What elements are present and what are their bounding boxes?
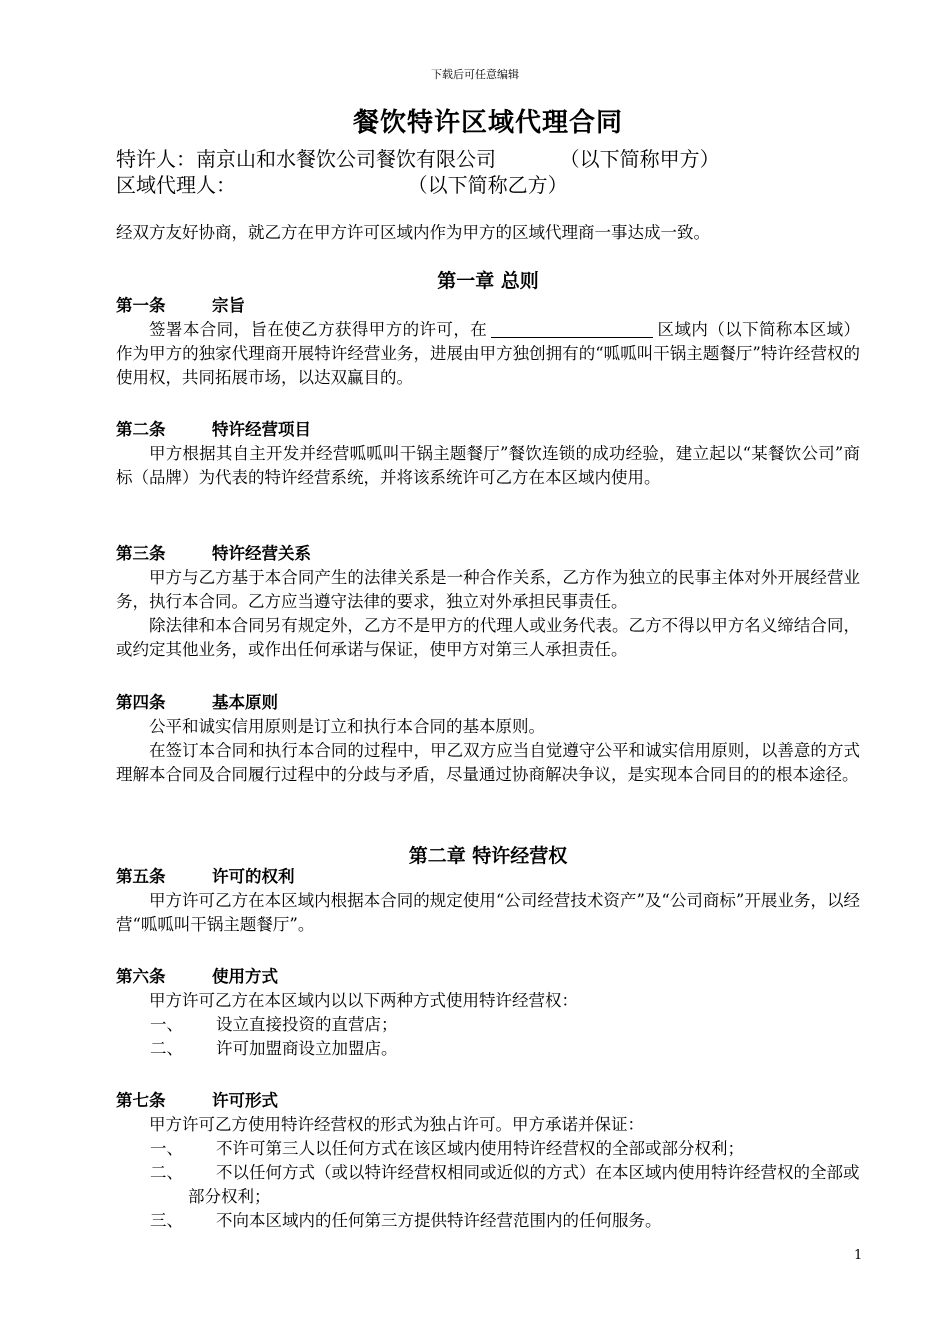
article-4-heading (116, 691, 860, 715)
article-4 (116, 691, 860, 787)
article-5-title: 许可的权利 (212, 867, 295, 886)
article-6-list-item (116, 1013, 860, 1037)
chapter-1-heading: 第一章 总则 (437, 270, 539, 292)
article-7-number: 第七条 (116, 1091, 166, 1110)
article-2-heading (116, 418, 860, 442)
article-6-title: 使用方式 (212, 967, 278, 986)
chapter-2-heading: 第二章 特许经营权 (408, 845, 568, 867)
article-4-title: 基本原则 (212, 693, 278, 712)
article-6-number: 第六条 (116, 967, 166, 986)
page-number: 1 (854, 1248, 863, 1263)
franchisor-line: 特许人：南京山和水餐饮公司餐饮有限公司 （以下简称甲方） (116, 147, 720, 171)
list-item-number: 二、 (150, 1039, 183, 1058)
article-6-paragraph: 甲方许可乙方在本区域内以以下两种方式使用特许经营权： (149, 991, 578, 1010)
list-item-number: 三、 (150, 1211, 183, 1230)
list-item-text: 不以任何方式（或以特许经营权相同或近似的方式）在本区域内使用特许经营权的全部或部分权利； (188, 1163, 860, 1206)
article-2 (116, 418, 860, 490)
article-7-paragraph: 甲方许可乙方使用特许经营权的形式为独占许可。甲方承诺并保证： (149, 1115, 644, 1134)
article-3-heading (116, 542, 860, 566)
contract-title: 餐饮特许区域代理合同 (352, 108, 623, 138)
article-7 (116, 1089, 860, 1233)
article-7-title: 许可形式 (212, 1091, 278, 1110)
article-6 (116, 965, 860, 1061)
article-1-number: 第一条 (116, 296, 166, 315)
list-item-text: 许可加盟商设立加盟店。 (216, 1039, 398, 1058)
article-5-number: 第五条 (116, 867, 166, 886)
article-3-number: 第三条 (116, 544, 166, 563)
article-3-paragraph-2: 除法律和本合同另有规定外，乙方不是甲方的代理人或业务代表。乙方不得以甲方名义缔结合同，或约定其他业务，或作出任何承诺与保证，使甲方对第三人承担责任。 (116, 616, 860, 659)
list-item-text: 不许可第三人以任何方式在该区域内使用特许经营权的全部或部分权利； (216, 1139, 744, 1158)
article-4-number: 第四条 (116, 693, 166, 712)
article-7-heading (116, 1089, 860, 1113)
article-5 (116, 865, 860, 937)
list-item-number: 二、 (150, 1163, 183, 1182)
region-blank-field[interactable] (491, 320, 653, 338)
header-note: 下载后可任意编辑 (431, 68, 519, 81)
article-2-paragraph: 甲方根据其自主开发并经营呱呱叫干锅主题餐厅”餐饮连锁的成功经验，建立起以“某餐饮公司”商标（品牌）为代表的特许经营系统，并将该系统许可乙方在本区域内使用。 (116, 444, 860, 487)
article-1 (116, 294, 860, 390)
article-1-text-after: 区域内（以下简称本区域）作为甲方的独家代理商开展特许经营业务，进展由甲方独创拥有的“呱呱叫干锅主题餐厅”特许经营权的使用权，共同拓展市场，以达双赢目的。 (116, 320, 860, 387)
article-3 (116, 542, 860, 662)
article-2-number: 第二条 (116, 420, 166, 439)
article-1-paragraph (116, 318, 860, 390)
article-1-title: 宗旨 (212, 296, 245, 315)
list-item-text: 不向本区域内的任何第三方提供特许经营范围内的任何服务。 (216, 1211, 662, 1230)
article-3-paragraph-1: 甲方与乙方基于本合同产生的法律关系是一种合作关系，乙方作为独立的民事主体对外开展经营业务，执行本合同。乙方应当遵守法律的要求，独立对外承担民事责任。 (116, 568, 860, 611)
article-1-text-before: 签署本合同，旨在使乙方获得甲方的许可，在 (149, 320, 488, 339)
article-5-paragraph: 甲方许可乙方在本区域内根据本合同的规定使用“公司经营技术资产”及“公司商标”开展业务，以经营“呱呱叫干锅主题餐厅”。 (116, 891, 860, 934)
list-item-text: 设立直接投资的直营店； (216, 1015, 398, 1034)
article-5-heading (116, 865, 860, 889)
article-7-list-item (116, 1137, 860, 1161)
article-4-paragraph-2: 在签订本合同和执行本合同的过程中，甲乙双方应当自觉遵守公平和诚实信用原则，以善意的方式理解本合同及合同履行过程中的分歧与矛盾，尽量通过协商解决争议，是实现本合同目的的根本途径。 (116, 741, 860, 784)
article-2-title: 特许经营项目 (212, 420, 311, 439)
list-item-number: 一、 (150, 1139, 183, 1158)
article-6-heading (116, 965, 860, 989)
article-1-heading (116, 294, 860, 318)
article-3-title: 特许经营关系 (212, 544, 311, 563)
article-6-list-item (116, 1037, 860, 1061)
agent-line: 区域代理人： （以下简称乙方） (116, 173, 568, 197)
list-item-number: 一、 (150, 1015, 183, 1034)
intro-paragraph: 经双方友好协商，就乙方在甲方许可区域内作为甲方的区域代理商一事达成一致。 (116, 223, 710, 242)
article-4-paragraph-1: 公平和诚实信用原则是订立和执行本合同的基本原则。 (149, 717, 545, 736)
article-7-list-item (116, 1161, 860, 1209)
article-7-list-item (116, 1209, 860, 1233)
